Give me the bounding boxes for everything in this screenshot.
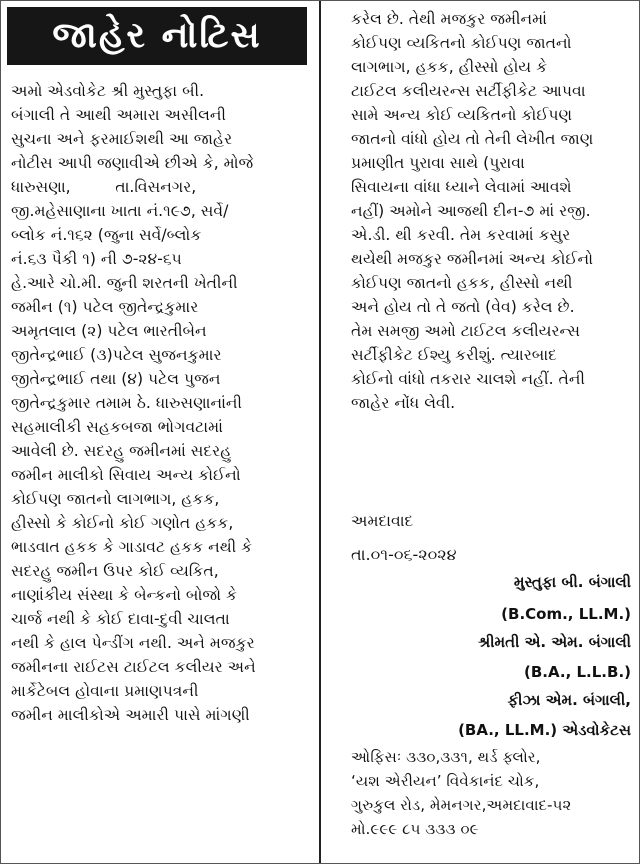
right-column bbox=[319, 1, 639, 863]
notice-date: તા.૦૧-૦૬-૨૦૨૪ bbox=[351, 545, 457, 564]
signatory-name: ફીઝા એમ. બંગાલી, bbox=[507, 691, 631, 709]
notice-body-right: કરેલ છે. તેથી મજકુર જમીનમાં કોઈપણ વ્યકિતનો કોઈપણ જાતનો લાગભાગ, હકક, હીસ્સો હોય કે ટાઈટલ કલીયરન્સ સર્ટીફીકેટ આપવા સામે અન્ય કોઈ વ્યકિતનો કોઈપણ જાતનો વાંધો હોય તો તેની લેખીત જાણ પ્રમાણીત પુરાવા સાથે (પુરાવા સિવાયના વાંધા ધ્યાને લેવામાં આવશે નહીં) અમોને આજથી દીન-૭ માં રજી. એ.ડી. થી કરવી. તેમ કરવામાં કસુર થયેથી મજકુર જમીનમાં અન્ય કોઈનો કોઈપણ જાતનો હકક, હીસ્સો નથી અને હોય તો તે જતો (વેવ) કરેલ છે. તેમ સમજી અમો ટાઈટલ કલીયરન્સ સર્ટીફીકેટ ઈશ્યુ કરીશું. ત્યારબાદ કોઈનો વાંધો તકરાર ચાલશે નહીં. તેની જાહેર નોંધ લેવી. bbox=[351, 10, 594, 412]
office-address: ઓફિસઃ ૩૩૦,૩૩૧, થર્ડ ફ્લોર, ‘યશ એરીયન’ વિવેકાનંદ ચોક, ગુરુકુલ રોડ, મેમનગર,અમદાવાદ-૫૨ મો.૯૯૯ ૮૫ ૩૩૩ ૦૯ bbox=[351, 748, 572, 838]
signatory-degree: (B.A., L.L.B.) bbox=[524, 663, 631, 681]
signatory-name: મુસ્તુફા બી. બંગાલી bbox=[513, 573, 631, 591]
place: અમદાવાદ bbox=[351, 512, 414, 530]
signatory-degree: (B.Com., LL.M.) bbox=[501, 605, 631, 623]
notice-title: જાહેર નોટિસ bbox=[7, 7, 307, 65]
left-column bbox=[1, 1, 313, 863]
signatory-name: શ્રીમતી એ. એમ. બંગાલી bbox=[478, 633, 631, 651]
signatory-degree: (BA., LL.M.) એડવોકેટસ bbox=[458, 721, 631, 739]
notice-body-left: અમો એડવોકેટ શ્રી મુસ્તુફા બી. બંગાલી તે આથી અમારા અસીલની સુચના અને ફરમાઈશથી આ જાહેર નોટીસ આપી જણાવીએ છીએ કે, મોજે ધારુસણા, તા.વિસનગર, જી.મહેસાણાના ખાતા નં.૧૯૭, સર્વે/ બ્લોક નં.૧૬૨ (જુના સર્વે/બ્લોક નં.૬૩ પૈકી ૧) ની ૭-૨૪-૬૫ હે.આરે ચો.મી. જુની શરતની ખેતીની જમીન (૧) પટેલ જીતેન્દ્રકુમાર અમૃતલાલ (૨) પટેલ ભારતીબેન જીતેન્દ્રભાઈ (૩)પટેલ સુજનકુમાર જીતેન્દ્રભાઈ તથા (૪) પટેલ પુજન જીતેન્દ્રકુમાર તમામ ઠે. ધારુસણાનાંની સહમાલીકી સહકબજા ભોગવટામાં આવેલી છે. સદરહુ જમીનમાં સદરહુ જમીન માલીકો સિવાય અન્ય કોઈનો કોઈપણ જાતનો લાગભાગ, હકક, હીસ્સો કે કોઈનો કોઈ ગણોત હકક, ભાડવાત હકક કે ગાડાવટ હકક નથી કે સદરહુ જમીન ઉપર કોઈ વ્યકિત, નાણાંકીય સંસ્થા કે બેન્કનો બોજો કે ચાર્જ નથી કે કોઈ દાવા-દુવી ચાલતા નથી કે હાલ પેન્ડીંગ નથી. અને મજકુર જમીનના રાઈટસ ટાઈટલ કલીયર અને માર્કેટેબલ હોવાના પ્રમાણપત્રની જમીન માલીકોએ અમારી પાસે માંગણી bbox=[11, 82, 256, 724]
